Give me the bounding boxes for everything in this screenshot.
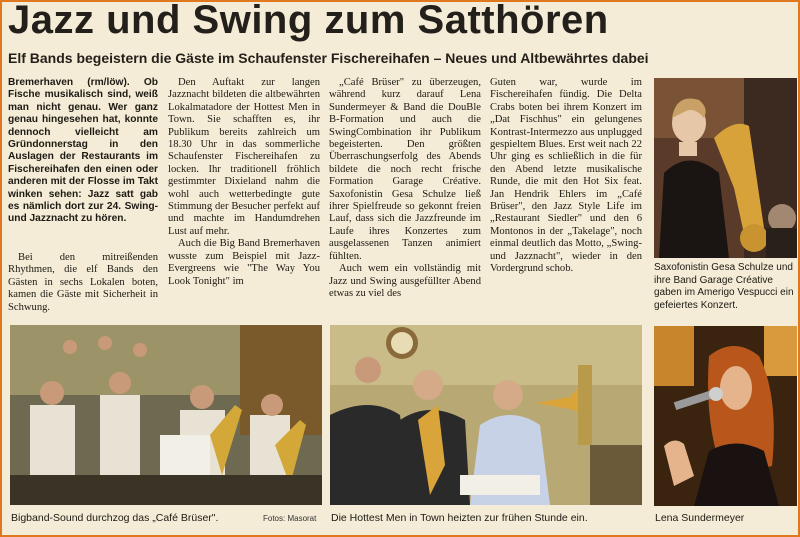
article-subheadline: Elf Bands begeistern die Gäste im Schaufenster Fischereihafen – Neues und Altbewährtes dabei — [8, 50, 649, 66]
article-column-2 — [168, 77, 320, 325]
saxophonist-caption: Saxofonistin Gesa Schulze und ihre Band Garage Créative gaben im Amerigo Vespucci ein gefeiertes Konzert. — [654, 262, 794, 311]
bigband-caption: Bigband-Sound durchzog das „Café Brüser". — [11, 512, 219, 524]
body-paragraph: Guten war, wurde im Fischereihafen fündig. Die Delta Crabs boten bei ihrem Konzert im „Dat Fischhus" ein gelungenes Kontrast-Intermezzo aus unplugged gespieltem Blues. Erst weit nach 22 Uhr ging es schließlich in die für den Abend letzte musikalische Runde, die mit den Hot Six feat. Jan Hendrik Ehlers im „Café Brüser", den Jazz Style Life im „Restaurant Siedler" und den 6 Montonos in der „Takelage", noch einmal deutlich das Motto, „Swing- und Jazznacht", wieder in den Vordergrund schob. — [490, 77, 642, 275]
article-column-4 — [490, 77, 642, 325]
bigband-photo — [10, 325, 322, 505]
article-column-1b — [8, 252, 158, 322]
hottest-men-caption: Die Hottest Men in Town heizten zur frühen Stunde ein. — [331, 512, 588, 524]
body-paragraph: Auch wem ein vollständig mit Jazz und Swing ausgefüllter Abend etwas zu viel des — [329, 263, 481, 299]
body-paragraph: Bei den mitreißenden Rhythmen, die elf Bands den Gästen in sechs Lokalen boten, kamen die Gäste mit Sicherheit in Schwung. — [8, 252, 158, 313]
photo-credit: Fotos: Masorat — [263, 514, 317, 523]
lead-paragraph: Bremerhaven (rm/löw). Ob Fische musikalisch sind, weiß man nicht genau. Wer ganz genau hingesehen hat, konnte dennoch vielleicht am Gründonnerstag in den Auslagen der Restaurants im Fischereihafen den einen oder anderen mit der Flosse im Takt winken sehen: Jazz satt gab es nämlich dort zur 24. Swing- und Jazznacht zu hören. — [8, 77, 158, 225]
body-paragraph: Den Auftakt zur langen Jazznacht bildeten die altbewährten Lokalmatadore der Hottest Men in Town. Sie schafften es, ihr Publikum bereits zahlreich um 18.30 Uhr in das sommerliche Schaufenster Fischereihafen zu locken. Ihr traditionell fröhlich gestimmter Dixieland nahm die wohl auch wetterbedingte gute Stimmung der Besucher perfekt auf und machte im Handumdrehen Lust auf mehr. — [168, 77, 320, 237]
saxophonist-photo — [654, 78, 797, 258]
article-lead-column — [8, 77, 158, 241]
singer-photo — [654, 326, 797, 506]
body-paragraph: „Café Brüser" zu überzeugen, während kurz darauf Lena Sundermeyer & Band die DouBle B-Formation und auch die SwingCombination ihr Publikum begeisterten. Den größten Überraschungserfolg des Abends bildete die noch recht frische Formation Garage Créative. Saxofonistin Gesa Schulze ließ ihrer Spielfreude so gekonnt freien Lauf, dass sich die Jazzfreunde im Laufe ihres Konzertes zum ausgelassenen Tanzen animiert fühlten. — [329, 77, 481, 262]
hottest-men-photo — [330, 325, 642, 505]
article-column-3 — [329, 77, 481, 325]
body-paragraph: Auch die Big Band Bremerhaven wusste zum Beispiel mit Jazz-Evergreens wie "The Way You Look Tonight" im — [168, 238, 320, 287]
article-headline: Jazz und Swing zum Satthören — [8, 0, 609, 42]
singer-caption: Lena Sundermeyer — [655, 512, 745, 524]
